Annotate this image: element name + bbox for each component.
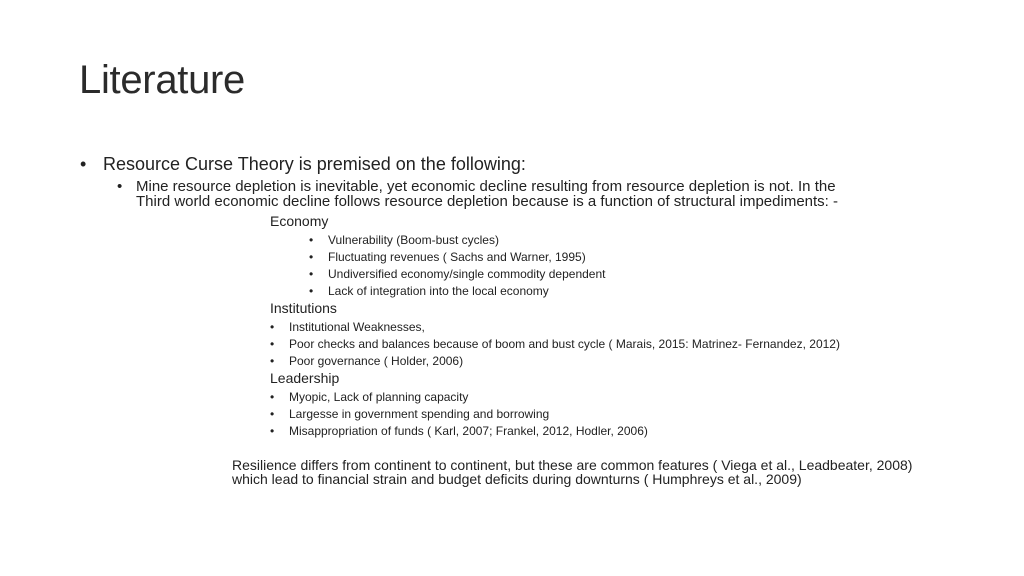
economy-heading: Economy bbox=[270, 213, 329, 229]
bullet-icon: • bbox=[270, 424, 275, 438]
main-point: Resource Curse Theory is premised on the following: bbox=[103, 154, 526, 174]
sub-point-line-2: Third world economic decline follows resource depletion because is a function of structural impediments: - bbox=[136, 193, 839, 210]
institutions-heading: Institutions bbox=[270, 300, 337, 316]
bullet-icon: • bbox=[309, 284, 314, 298]
slide-title: Literature bbox=[79, 58, 245, 102]
institutions-item: Poor governance ( Holder, 2006) bbox=[289, 354, 464, 368]
institutions-item: Institutional Weaknesses, bbox=[289, 320, 425, 334]
economy-item: Lack of integration into the local economy bbox=[328, 284, 549, 298]
bullet-icon: • bbox=[309, 233, 314, 247]
institutions-item: Poor checks and balances because of boom and bust cycle ( Marais, 2015: Matrinez- Fernandez, 2012) bbox=[289, 337, 840, 351]
bullet-icon: • bbox=[270, 354, 275, 368]
bullet-icon: • bbox=[309, 267, 314, 281]
bullet-icon: • bbox=[270, 320, 275, 334]
bullet-icon: • bbox=[270, 337, 275, 351]
bullet-icon: • bbox=[80, 154, 87, 174]
sub-point-line-1: Mine resource depletion is inevitable, yet economic decline resulting from resource depletion is not. In the bbox=[136, 178, 836, 195]
leadership-item: Largesse in government spending and borrowing bbox=[289, 407, 550, 421]
bullet-icon: • bbox=[309, 250, 314, 264]
bullet-icon: • bbox=[270, 390, 275, 404]
economy-item: Vulnerability (Boom-bust cycles) bbox=[328, 233, 499, 247]
bullet-icon: • bbox=[270, 407, 275, 421]
footer-line-1: Resilience differs from continent to continent, but these are common features ( Viega et al., Leadbeater, 2008) bbox=[232, 457, 913, 473]
economy-item: Undiversified economy/single commodity dependent bbox=[328, 267, 606, 281]
footer-line-2: which lead to financial strain and budget deficits during downturns ( Humphreys et al., 2009) bbox=[232, 471, 802, 487]
leadership-heading: Leadership bbox=[270, 370, 340, 386]
leadership-item: Myopic, Lack of planning capacity bbox=[289, 390, 469, 404]
bullet-icon: • bbox=[117, 178, 123, 195]
economy-item: Fluctuating revenues ( Sachs and Warner, 1995) bbox=[328, 250, 586, 264]
leadership-item: Misappropriation of funds ( Karl, 2007; Frankel, 2012, Hodler, 2006) bbox=[289, 424, 648, 438]
